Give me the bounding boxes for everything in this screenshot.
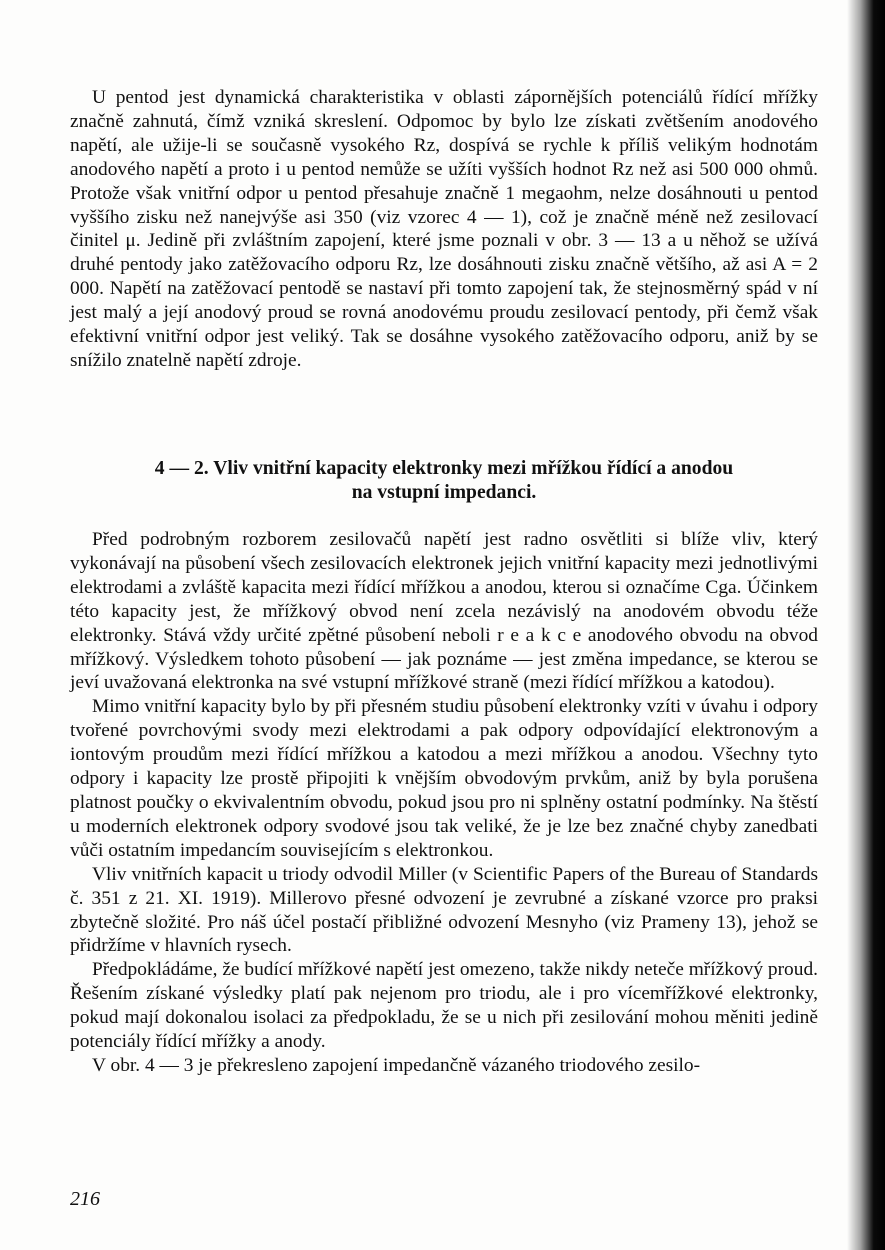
- body-paragraph-1: Před podrobným rozborem zesilovačů napětí jest radno osvětliti si blíže vliv, který vykonávají na působení všech zesilovacích elektronek jejich vnitřní kapacity mezi jednotlivými elektrodami a zvláště kapacita mezi řídící mřížkou a anodou, kterou si označíme Cga. Účinkem této kapacity jest, že mřížkový obvod není zcela nezávislý na anodovém obvodu téže elektronky. Stává vždy určité zpětné působení neboli r e a k c e anodového obvodu na obvod mřížkový. Výsledkem tohoto působení — jak poznáme — jest změna impedance, se kterou se jeví uvažovaná elektronka na své vstupní mřížkové straně (mezi řídící mřížkou a katodou).: [70, 529, 818, 694]
- body-paragraph-3: Vliv vnitřních kapacit u triody odvodil Miller (v Scientific Papers of the Bureau of Standards č. 351 z 21. XI. 1919). Millerovo přesné odvození je zevrubné a získané vzorce pro praksi zbytečně složité. Pro náš účel postačí přibližné odvození Mesnyho (viz Prameny 13), jehož se přidržíme v hlavních rysech.: [70, 863, 818, 957]
- intro-paragraph: U pentod jest dynamická charakteristika v oblasti zápornějších potenciálů řídící mřížky značně zahnutá, čímž vzniká skreslení. Odpomoc by bylo lze získati zvětšením anodového napětí, ale užije-li se současně vysokého Rz, dospívá se rychle k příliš velikým hodnotám anodového napětí a proto i u pentod nemůže se užíti vyšších hodnot Rz než asi 500 000 ohmů. Protože však vnitřní odpor u pentod přesahuje značně 1 megaohm, nelze dosáhnouti u pentod vyššího zisku než nanejvýše asi 350 (viz vzorec 4 — 1), což je značně méně než zesilovací činitel μ. Jedině při zvláštním zapojení, které jsme poznali v obr. 3 — 13 a u něhož se užívá druhé pentody jako zatěžovacího odporu Rz, lze dosáhnouti zisku značně většího, až asi A = 2 000. Napětí na zatěžovací pentodě se nastaví při tomto zapojení tak, že stejnosměrný spád v ní jest malý a její anodový proud se rovná anodovému proudu zesilovací pentody, při čemž však efektivní vnitřní odpor jest veliký. Tak se dosáhne vysokého zatěžovacího odporu, aniž by se snížilo znatelně napětí zdroje.: [70, 87, 818, 371]
- section-body: [70, 528, 818, 1078]
- intro-text: [70, 86, 818, 373]
- page-edge-shadow: [847, 0, 885, 1250]
- body-paragraph-4: Předpokládáme, že budící mřížkové napětí jest omezeno, takže nikdy neteče mřížkový proud. Řešením získané výsledky platí pak nejenom pro triodu, ale i pro vícemřížkové elektronky, pokud mají dokonalou isolaci za předpokladu, že se u nich při zesilování mohou měniti jedině potenciály řídící mřížky a anody.: [70, 959, 818, 1053]
- page-number: 216: [70, 1188, 100, 1210]
- body-paragraph-2: Mimo vnitřní kapacity bylo by při přesném studiu působení elektronky vzíti v úvahu i odpory tvořené povrchovými svody mezi elektrodami a pak odpory odpovídající elektronovým a iontovým proudům mezi řídící mřížkou a katodou a mezi mřížkou a anodou. Všechny tyto odpory i kapacity lze prostě připojiti k vnějším obvodovým prvkům, aniž by byla porušena platnost poučky o ekvivalentním obvodu, pokud jsou pro ni splněny ostatní podmínky. Na štěstí u moderních elektronek odpory svodové jsou tak veliké, že je lze bez značné chyby zanedbati vůči ostatním impedancím souvisejícím s elektronkou.: [70, 696, 818, 861]
- section-heading-line-1: 4 — 2. Vliv vnitřní kapacity elektronky mezi mřížkou řídící a anodou: [154, 458, 734, 479]
- section-heading-line-2: na vstupní impedanci.: [351, 482, 537, 503]
- section-heading: [70, 457, 818, 505]
- body-paragraph-5: V obr. 4 — 3 je překresleno zapojení impedančně vázaného triodového zesilo-: [92, 1054, 701, 1076]
